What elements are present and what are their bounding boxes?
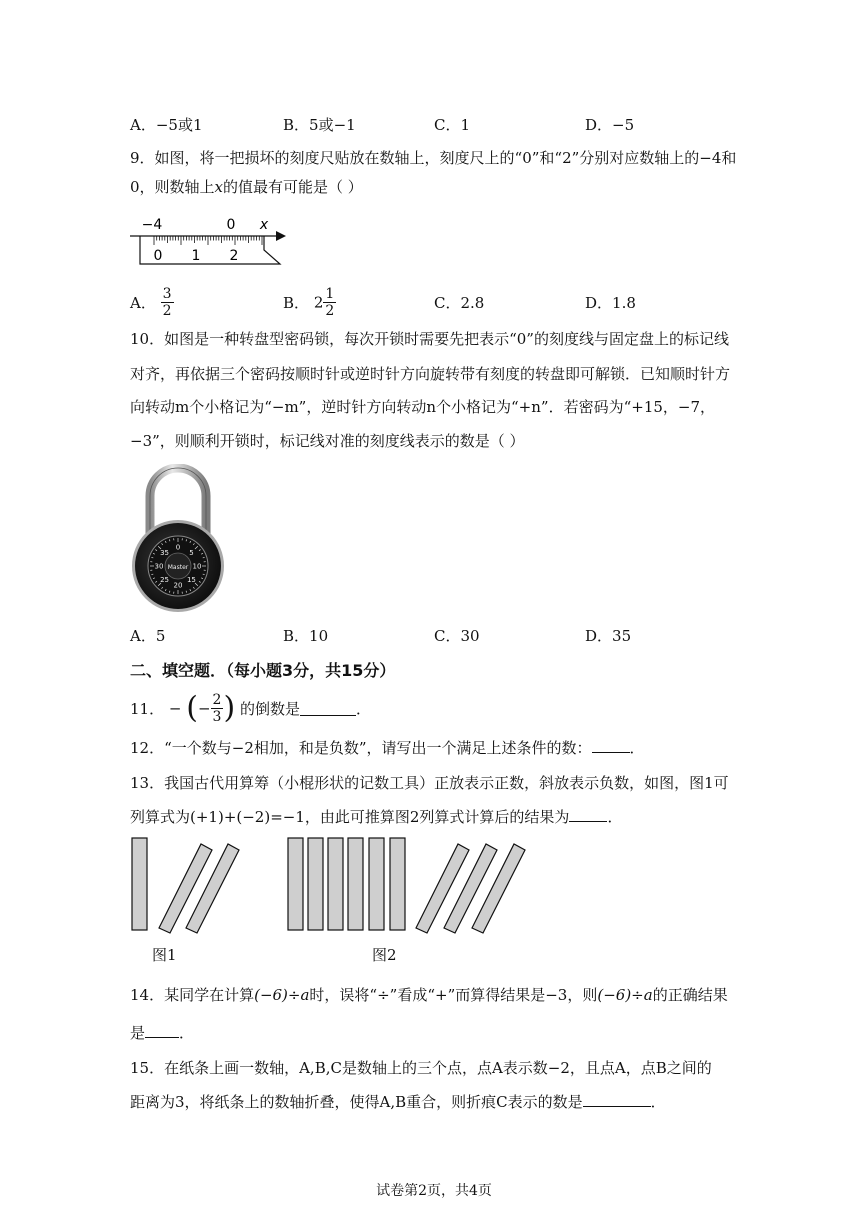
q9-option-b-label: B． [283,294,310,312]
frac-denominator: 2 [325,303,335,319]
fig2-upright-rod-3 [328,838,343,930]
dial-number: 10 [192,562,202,571]
q13-line2-pre: 列算式为(+1)+(−2)=−1，由此可推算图2列算式计算后的结果为 [130,808,570,826]
dial-number: 15 [186,575,196,584]
q14-line1-post: 的正确结果 [652,986,728,1004]
dial-number: 30 [154,562,164,571]
frac-numerator: 3 [162,286,172,302]
q12-answer-blank[interactable] [592,738,630,753]
q11-inner-minus: − [197,699,211,718]
q14-line1 [130,985,728,1005]
q9-options [130,282,750,322]
fig2-upright-rod-4 [348,838,363,930]
q8-option-b: B．5或−1 [283,116,356,134]
q8-options [130,114,750,138]
q15-answer-blank[interactable] [583,1092,651,1107]
q9-option-a [130,286,174,319]
q12-text: 12．“一个数与−2相加，和是负数”，请写出一个满足上述条件的数： [130,739,592,757]
figure1-caption: 图1 [152,946,177,964]
q10-line3: 向转动m个小格记为“−m”，逆时针方向转动n个小格记为“+n”．若密码为“+15，−7， [130,398,716,416]
q9-option-c: C．2.8 [434,294,485,312]
q14-line2-end: ． [179,1024,195,1042]
q14-line2-pre: 是 [130,1024,146,1042]
axis-arrow [276,231,286,241]
q14-line1-mid: 时，误将“÷”看成“+”而算得结果是−3，则 [309,986,598,1004]
dial-number: 20 [173,581,183,590]
q11-minus: − [168,699,182,718]
fig2-upright-rod-5 [369,838,384,930]
q10-line4: −3”，则顺利开锁时，标记线对准的刻度线表示的数是（ ） [130,432,525,450]
fig2-upright-rod-2 [308,838,323,930]
q9-option-a-label: A． [130,294,156,312]
q14-line2 [130,1023,194,1043]
q15-line1: 15．在纸条上画一数轴，A,B,C是数轴上的三个点，点A表示数−2，且点A，点B之间的 [130,1059,712,1077]
q10-line1: 10．如图是一种转盘型密码锁，每次开锁时需要先把表示“0”的刻度线与固定盘上的标记线 [130,330,729,348]
q8-option-d: D．−5 [585,116,635,134]
axis-label-neg4: −4 [141,217,163,233]
q8-option-c: C．1 [434,116,471,134]
q11-answer-blank[interactable] [300,701,356,716]
q10-options [130,625,750,649]
q9-option-b-fraction [323,286,336,319]
q12-end: ． [629,739,645,757]
page-footer: 试卷第2页，共4页 [376,1183,492,1199]
q9-option-d: D．1.8 [585,294,636,312]
q10-line2: 对齐，再依据三个密码按顺时针或逆时针方向旋转带有刻度的转盘即可解锁．已知顺时针方 [130,365,731,383]
frac-numerator: 1 [325,286,335,302]
figure2-caption: 图2 [372,946,397,964]
ruler-label-2: 2 [229,248,239,264]
q11-end: ． [355,700,371,718]
q8-option-a: A．−5或1 [130,116,203,134]
q15-line2-end: ． [650,1093,666,1111]
axis-label-0: 0 [226,217,236,233]
q14-answer-blank[interactable] [145,1023,179,1038]
q10-option-c: C．30 [434,627,480,645]
combination-lock-image [128,464,228,614]
mixed-whole: 2 [313,293,324,312]
q13-line2-end: ． [607,808,623,826]
dial-number: 0 [175,543,181,552]
q10-option-d: D．35 [585,627,632,645]
q9-line2-pre: 0，则数轴上 [130,178,215,196]
axis-label-x: x [259,217,269,233]
q14-line1-pre: 14．某同学在计算 [130,986,255,1004]
q9-option-a-fraction [161,286,174,319]
q15-line2-pre: 距离为3，将纸条上的数轴折叠，使得A,B重合，则折痕C表示的数是 [130,1093,583,1111]
ruler-ticks [154,236,262,245]
q11-number: 11． [130,700,165,718]
fig2-upright-rod-1 [288,838,303,930]
q11-right-paren: ) [223,690,236,726]
q11-fraction [211,692,224,725]
ruler-label-1: 1 [191,248,201,264]
fig1-upright-rod [132,838,147,930]
q11-left-paren: ( [186,690,198,726]
lock-brand: Master [167,564,189,571]
q10-option-b: B．10 [283,627,329,645]
q10-option-a: A．5 [130,627,166,645]
q9-var-x: x [214,178,224,196]
q13-line2 [130,807,622,827]
frac-denominator: 3 [212,709,222,725]
q13-answer-blank[interactable] [569,807,607,822]
dial-number: 25 [160,575,170,584]
fig2-upright-rod-6 [390,838,405,930]
frac-denominator: 2 [162,303,172,319]
ruler-label-0: 0 [153,248,163,264]
q11 [130,692,371,728]
q12 [130,738,645,758]
q11-suffix: 的倒数是 [239,700,300,718]
q15-line2 [130,1092,666,1112]
q9-option-b [283,286,336,319]
q9-line2 [130,177,363,197]
q13-line1: 13．我国古代用算筹（小棍形状的记数工具）正放表示正数，斜放表示负数，如图，图1可 [130,774,729,792]
q14-expression-1: (−6)÷a [254,986,310,1004]
q14-expression-2: (−6)÷a [597,986,653,1004]
q9-line2-post: 的值最有可能是（ ） [223,178,363,196]
section2-heading: 二、填空题．（每小题3分，共15分） [130,661,396,680]
dial-number: 35 [160,549,170,558]
dial-number: 5 [189,549,194,558]
q9-line1: 9．如图，将一把损坏的刻度尺贴放在数轴上，刻度尺上的“0”和“2”分别对应数轴上的−4和 [130,149,737,167]
frac-numerator: 2 [212,692,222,708]
q9-ruler-figure [130,214,290,274]
counting-rods-figures [128,834,538,934]
